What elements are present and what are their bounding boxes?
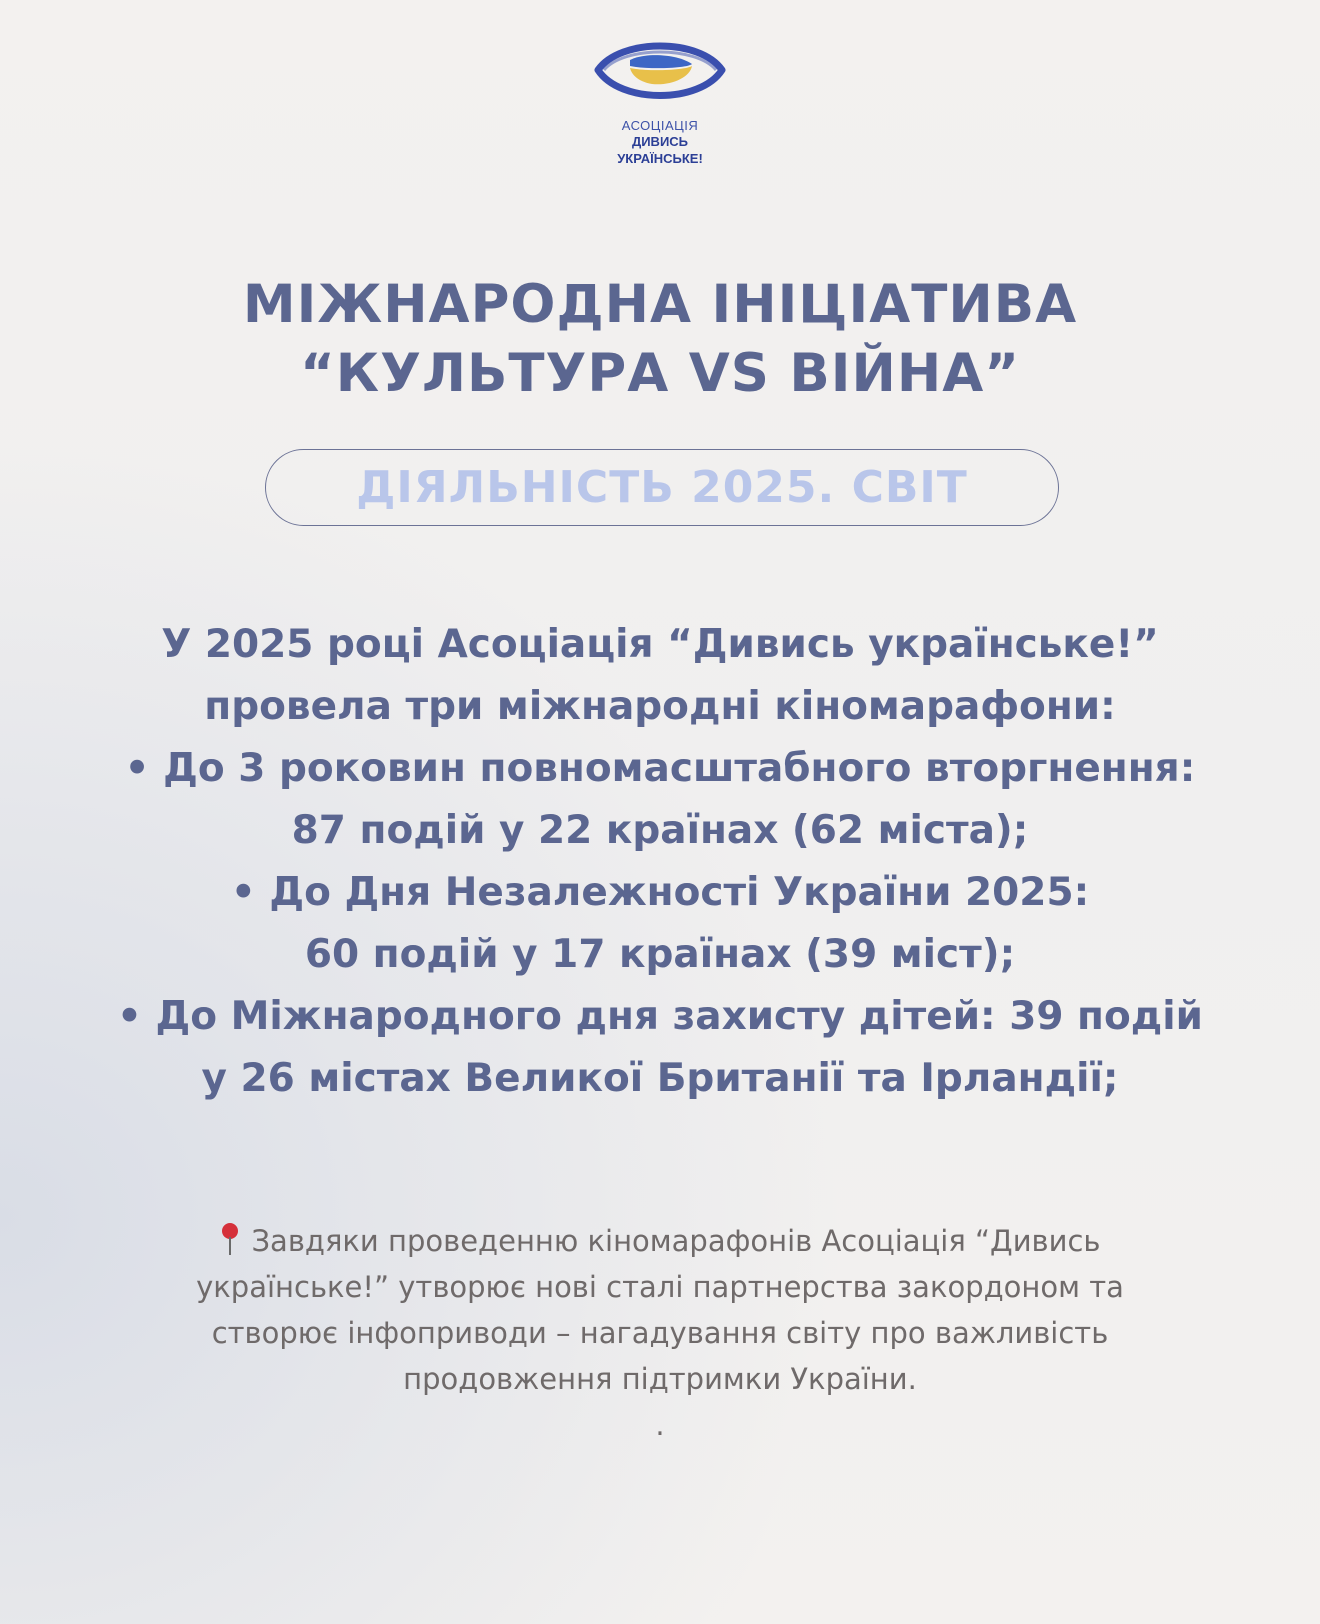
summary-line: провела три міжнародні кіномарафони: — [204, 684, 1116, 729]
summary-line: 87 подій у 22 країнах (62 міста); — [291, 808, 1029, 853]
logo-caption-top: АСОЦІАЦІЯ — [621, 118, 699, 133]
page-title — [0, 270, 1320, 408]
trailing-dot: . — [655, 1408, 665, 1442]
summary-line: 60 подій у 17 країнах (39 міст); — [304, 932, 1016, 977]
note-line: продовження підтримки України. — [403, 1362, 917, 1396]
summary-line: У 2025 році Асоціація “Дивись українське!” — [161, 622, 1159, 667]
logo-caption-bottom: ДИВИСЬ УКРАЇНСЬКЕ! — [617, 134, 703, 166]
activity-summary — [0, 614, 1320, 1110]
subtitle-text: ДІЯЛЬНІСТЬ 2025. СВІТ — [356, 462, 968, 513]
title-line-2: “КУЛЬТУРА VS ВІЙНА” — [299, 343, 1021, 404]
summary-line: • До Міжнародного дня захисту дітей: 39 подій — [116, 994, 1203, 1039]
note-line: створює інфоприводи – нагадування світу про важливість — [211, 1316, 1109, 1350]
note-line: українське!” утворює нові сталі партнерства закордоном та — [196, 1270, 1124, 1304]
note-line: Завдяки проведенню кіномарафонів Асоціація “Дивись — [251, 1224, 1101, 1258]
subtitle-badge — [265, 449, 1059, 526]
summary-line: у 26 містах Великої Британії та Ірландії; — [201, 1056, 1119, 1101]
pin-icon — [219, 1223, 241, 1255]
partnership-note — [0, 1218, 1320, 1402]
summary-line: • До Дня Незалежності України 2025: — [230, 870, 1090, 915]
association-logo — [590, 32, 730, 167]
eye-logo-icon — [590, 32, 730, 114]
title-line-1: МІЖНАРОДНА ІНІЦІАТИВА — [242, 274, 1078, 335]
summary-line: • До 3 роковин повномасштабного вторгнення: — [124, 746, 1196, 791]
